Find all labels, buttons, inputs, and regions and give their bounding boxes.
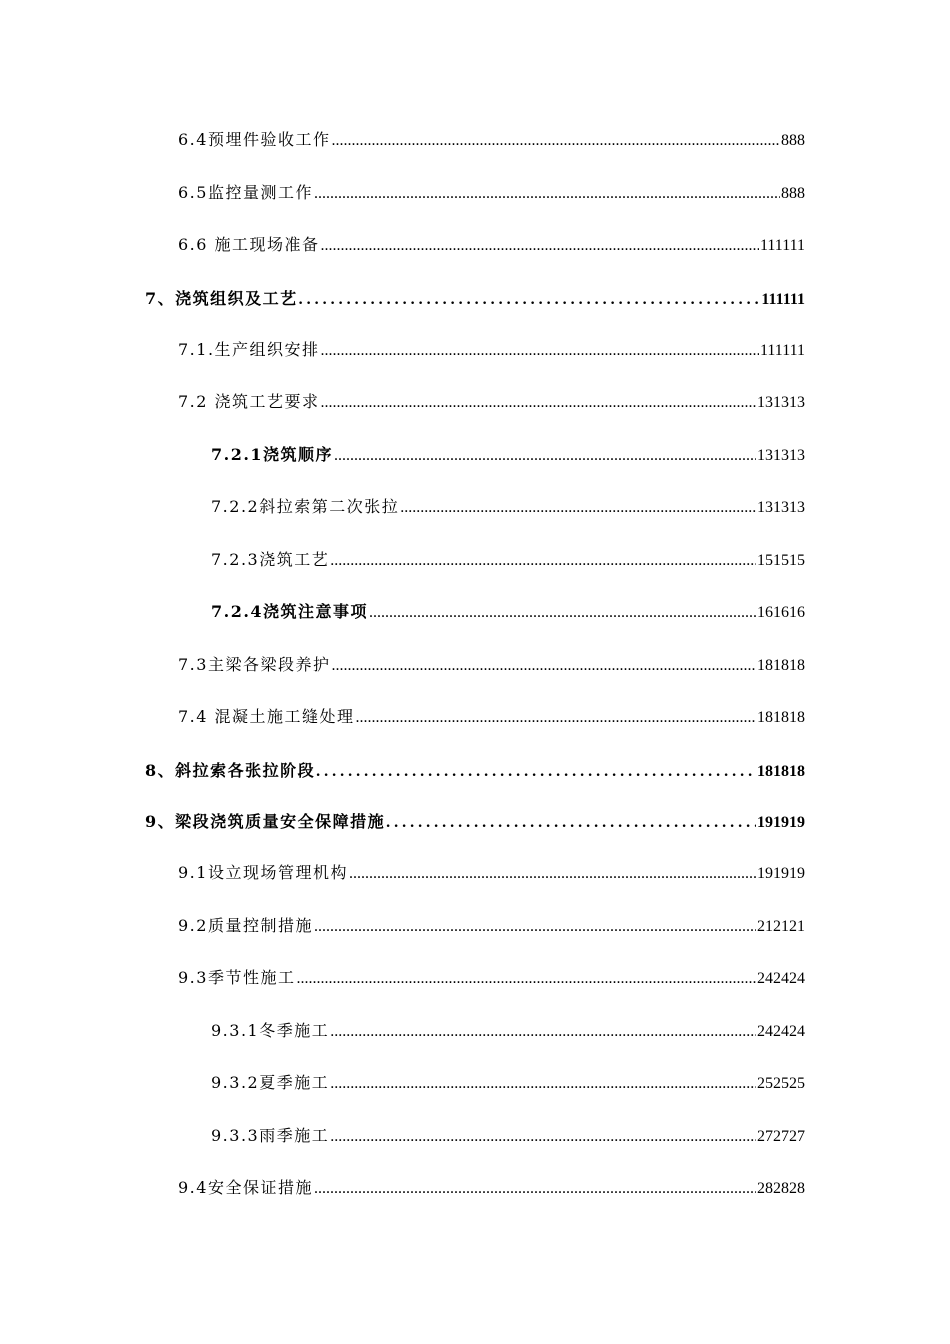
- toc-entry[interactable]: [211, 491, 805, 517]
- toc-leader-dots: [330, 1128, 756, 1146]
- toc-leader-dots: [334, 447, 756, 465]
- toc-entry-page: 111111: [761, 291, 805, 308]
- toc-entry[interactable]: [178, 334, 805, 360]
- toc-entry[interactable]: [178, 386, 805, 412]
- toc-leader-dots: [296, 970, 756, 988]
- toc-leader-dots: [331, 657, 756, 675]
- toc-leader-dots: [321, 394, 756, 412]
- toc-entry-page: 252525: [757, 1075, 805, 1092]
- toc-entry-title: 7.2.4浇筑注意事项: [211, 602, 369, 621]
- toc-entry[interactable]: [211, 439, 805, 465]
- toc-leader-dots: [314, 1180, 756, 1198]
- toc-entry-chapter[interactable]: [145, 806, 805, 832]
- toc-leader-dots: [330, 1023, 756, 1041]
- toc-entry-title: 9.3季节性施工: [178, 968, 296, 987]
- toc-entry-page: 111111: [759, 342, 805, 359]
- toc-entry-title: 6.6 施工现场准备: [178, 235, 320, 254]
- toc-entry-title: 7.1.生产组织安排: [178, 340, 320, 359]
- toc-entry[interactable]: [211, 596, 805, 622]
- toc-entry-page: 161616: [757, 604, 805, 621]
- toc-entry-page: 181818: [757, 657, 805, 674]
- toc-entry-title: 7、浇筑组织及工艺: [145, 289, 298, 308]
- toc-entry-title: 6.4预埋件验收工作: [178, 130, 331, 149]
- toc-entry-title: 9.4安全保证措施: [178, 1178, 313, 1197]
- toc-leader-dots: [321, 237, 759, 255]
- toc-entry-title: 9.3.1冬季施工: [211, 1021, 330, 1040]
- toc-entry-title: 7.2.3浇筑工艺: [211, 550, 330, 569]
- toc-entry-page: 272727: [757, 1128, 805, 1145]
- toc-entry[interactable]: [211, 1015, 805, 1041]
- toc-entry-chapter[interactable]: [145, 755, 805, 781]
- toc-entry-title: 7.2.2斜拉索第二次张拉: [211, 497, 400, 516]
- toc-leader-dots: [369, 604, 756, 622]
- toc-leader-dots: [314, 918, 756, 936]
- toc-leader-dots: [356, 709, 756, 727]
- toc-entry[interactable]: [178, 649, 805, 675]
- toc-entry-page: 191919: [757, 814, 805, 831]
- toc-entry[interactable]: [178, 229, 805, 255]
- toc-entry-chapter[interactable]: [145, 283, 805, 309]
- toc-entry[interactable]: [178, 177, 805, 203]
- toc-entry-title: 6.5监控量测工作: [178, 183, 313, 202]
- toc-entry[interactable]: [178, 857, 805, 883]
- toc-entry[interactable]: [178, 1172, 805, 1198]
- toc-entry-title: 7.2 浇筑工艺要求: [178, 392, 320, 411]
- toc-entry[interactable]: [178, 701, 805, 727]
- toc-entry-page: 888: [781, 185, 805, 202]
- toc-entry[interactable]: [211, 1067, 805, 1093]
- toc-entry-title: 9、梁段浇筑质量安全保障措施: [145, 812, 386, 831]
- toc-entry-page: 111111: [759, 237, 805, 254]
- toc-entry-title: 8、斜拉索各张拉阶段: [145, 761, 316, 780]
- toc-entry-title: 9.2质量控制措施: [178, 916, 313, 935]
- toc-entry[interactable]: [178, 962, 805, 988]
- toc-entry-title: 7.2.1浇筑顺序: [211, 445, 334, 464]
- toc-entry[interactable]: [178, 910, 805, 936]
- toc-leader-dots: [314, 185, 780, 203]
- toc-entry-title: 9.1设立现场管理机构: [178, 863, 348, 882]
- toc-entry-page: 151515: [757, 552, 805, 569]
- toc-entry[interactable]: [178, 124, 805, 150]
- toc-entry-page: 131313: [757, 499, 805, 516]
- toc-entry-page: 191919: [757, 865, 805, 882]
- toc-entry-title: 9.3.3雨季施工: [211, 1126, 330, 1145]
- toc-entry-page: 131313: [757, 447, 805, 464]
- toc-entry[interactable]: [211, 544, 805, 570]
- toc-entry-page: 888: [781, 132, 805, 149]
- toc-entry-title: 7.3主梁各梁段养护: [178, 655, 331, 674]
- toc-leader-dots: [299, 291, 761, 309]
- toc-leader-dots: [321, 342, 759, 360]
- toc-entry-page: 181818: [757, 709, 805, 726]
- toc-entry-page: 212121: [757, 918, 805, 935]
- toc-entry-page: 242424: [757, 1023, 805, 1040]
- toc-entry-page: 242424: [757, 970, 805, 987]
- toc-entry-title: 7.4 混凝土施工缝处理: [178, 707, 355, 726]
- toc-entry-page: 282828: [757, 1180, 805, 1197]
- toc-entry-page: 181818: [757, 763, 805, 780]
- toc-entry-page: 131313: [757, 394, 805, 411]
- toc-leader-dots: [331, 132, 780, 150]
- toc-leader-dots: [316, 763, 756, 781]
- toc-leader-dots: [349, 865, 756, 883]
- toc-entry[interactable]: [211, 1120, 805, 1146]
- toc-leader-dots: [386, 814, 756, 832]
- toc-leader-dots: [400, 499, 756, 517]
- toc-leader-dots: [330, 552, 756, 570]
- toc-leader-dots: [330, 1075, 756, 1093]
- toc-entry-title: 9.3.2夏季施工: [211, 1073, 330, 1092]
